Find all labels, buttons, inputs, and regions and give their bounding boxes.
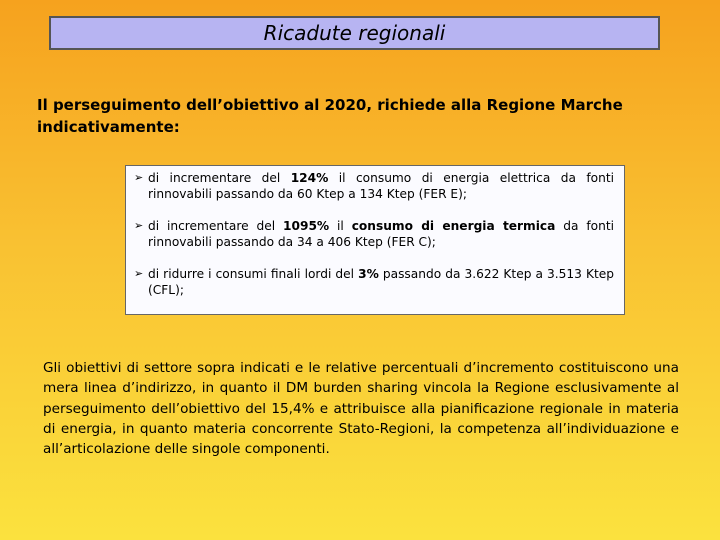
bullet-bold-part: consumo di energia termica [351, 219, 556, 233]
arrow-bullet-icon: ➢ [134, 219, 144, 232]
bullet-bold-part: 3% [358, 267, 379, 281]
bullet-item [134, 218, 614, 250]
bullet-item [134, 170, 614, 202]
arrow-bullet-icon: ➢ [134, 267, 144, 280]
bullet-text-part: da fonti rinnovabili passando da 34 a 406 Ktep (FER C); [148, 219, 614, 249]
slide-title: Ricadute regionali [263, 21, 446, 45]
bullet-item [134, 266, 614, 298]
bullet-text-part: il consumo di energia elettrica da fonti rinnovabili passando da 60 Ktep a 134 Ktep (FER E); [148, 171, 614, 201]
arrow-bullet-icon: ➢ [134, 171, 144, 184]
bullet-text [148, 170, 614, 202]
bullets-box [125, 165, 625, 315]
bullet-text-part: passando da 3.622 Ktep a 3.513 Ktep (CFL); [148, 267, 614, 297]
bullet-bold-part: 124% [290, 171, 329, 185]
bullet-text [148, 266, 614, 298]
bullet-text-part: di ridurre i consumi finali lordi del [148, 267, 359, 281]
bullet-bold-part: 1095% [283, 219, 330, 233]
bullet-text [148, 218, 614, 250]
intro-text: Il perseguimento dell’obiettivo al 2020, richiede alla Regione Marche indicativamente: [37, 96, 623, 136]
outro-paragraph: Gli obiettivi di settore sopra indicati e le relative percentuali d’incremento costituiscono una mera linea d’indirizzo, in quanto il DM burden sharing vincola la Regione esclusivamente al perseguimento dell’obiettivo del 15,4% e attribuisce alla pianificazione regionale in materia di energia, in quanto materia concorrente Stato-Regioni, la competenza all’individuazione e all’articolazione delle singole componenti. [43, 360, 679, 458]
bullet-text-part: di incrementare del [148, 171, 291, 185]
bullet-text-part: di incrementare del [148, 219, 284, 233]
title-box [49, 16, 660, 50]
bullet-text-part: il [329, 219, 352, 233]
